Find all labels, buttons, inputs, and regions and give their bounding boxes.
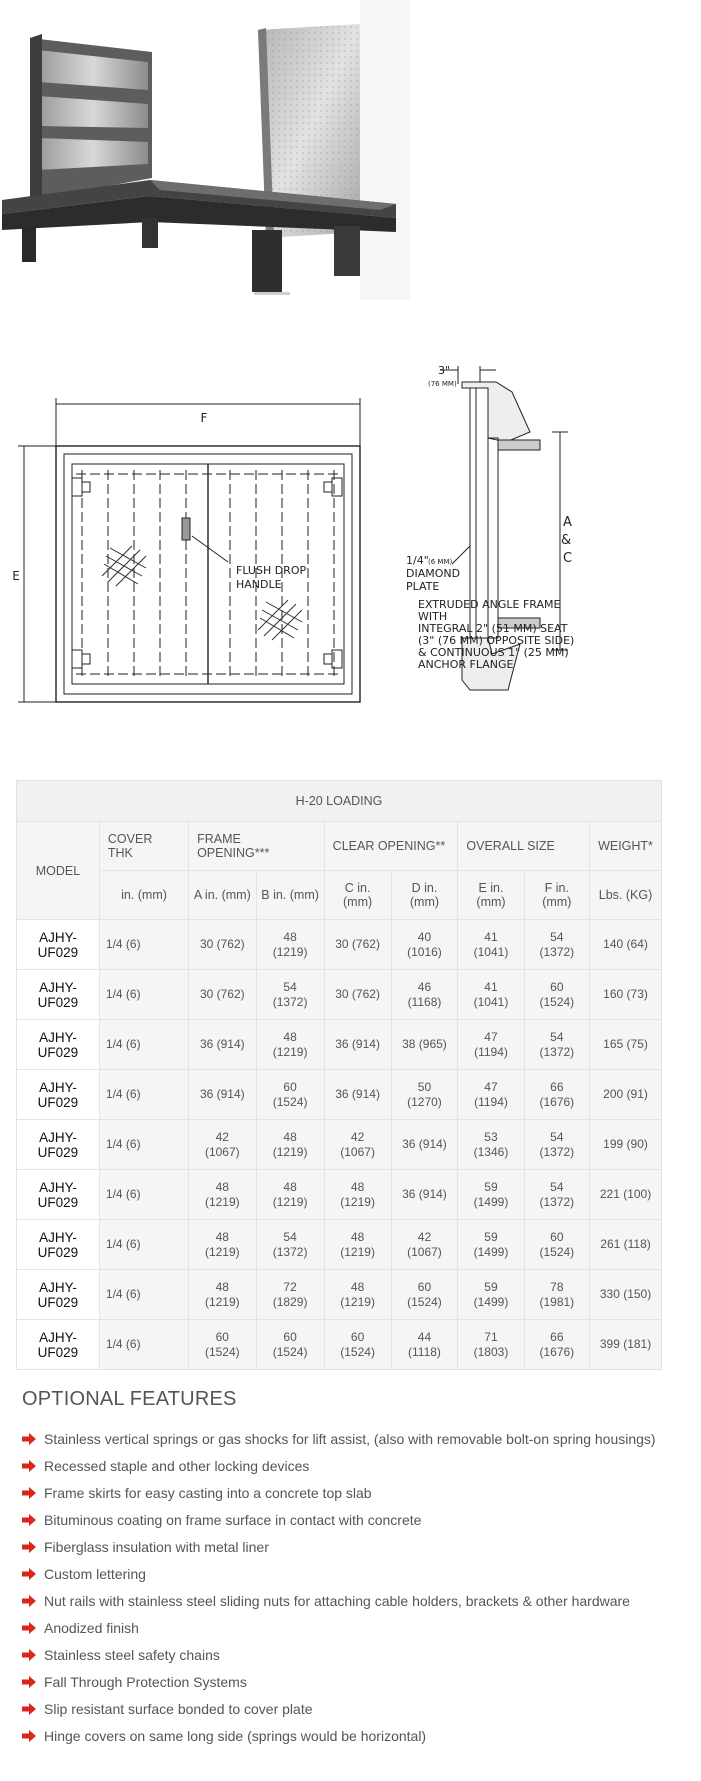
cell-a-line: (1219) — [204, 1244, 240, 1259]
cell-d — [391, 1220, 458, 1270]
cell-f — [524, 1270, 589, 1320]
cell-f-line: (1524) — [539, 1244, 575, 1259]
cell-c-line: (1219) — [340, 1294, 375, 1309]
cell-b — [256, 1270, 324, 1320]
cell-b — [256, 1320, 324, 1370]
feature-item — [22, 1695, 692, 1722]
cell-c — [324, 920, 391, 970]
model-cell: AJHY-UF029 — [17, 970, 100, 1020]
cell-e-line: 47 — [484, 1029, 498, 1044]
cell-b-line: 60 — [283, 1329, 297, 1344]
feature-text: Anodized finish — [44, 1619, 139, 1636]
cell-d-line: 44 — [417, 1329, 432, 1344]
cell-e — [458, 1170, 524, 1220]
svg-text:PLATE: PLATE — [406, 580, 440, 593]
header-model: MODEL — [17, 822, 100, 920]
table-row — [17, 1320, 662, 1370]
cell-a — [189, 1320, 256, 1370]
dim-ac-label: A — [563, 515, 572, 530]
model-cell: AJHY-UF029 — [17, 1320, 100, 1370]
cell-f-line: (1372) — [539, 1194, 575, 1209]
cell-a — [189, 1020, 256, 1070]
cell-e-line: 47 — [484, 1079, 498, 1094]
cell-c-line: 48 — [350, 1229, 365, 1244]
red-arrow-icon — [22, 1433, 36, 1445]
cell-c-line: 30 (762) — [335, 987, 380, 1001]
model-cell: AJHY-UF029 — [17, 1070, 100, 1120]
weight-cell: 330 (150) — [590, 1270, 662, 1320]
cell-a-line: 48 — [215, 1229, 229, 1244]
cover-cell: 1/4 (6) — [99, 1170, 188, 1220]
cell-f-line: 54 — [550, 929, 564, 944]
cell-b-line: (1524) — [272, 1344, 308, 1359]
subheader-f: F in. (mm) — [524, 871, 589, 920]
feature-text: Hinge covers on same long side (springs would be horizontal) — [44, 1727, 427, 1744]
cell-c-line: 36 (914) — [335, 1087, 380, 1101]
cell-b — [256, 920, 324, 970]
red-arrow-icon — [22, 1676, 36, 1688]
cell-a-line: 48 — [215, 1179, 229, 1194]
cell-e-line: 41 — [484, 929, 498, 944]
feature-text: Frame skirts for easy casting into a concrete top slab — [44, 1484, 372, 1501]
technical-drawing — [0, 350, 701, 770]
model-cell: AJHY-UF029 — [17, 1220, 100, 1270]
cell-f-line: (1981) — [539, 1294, 575, 1309]
plate-label: 1/4" — [406, 554, 429, 567]
table-row — [17, 1270, 662, 1320]
cell-a — [189, 1070, 256, 1120]
subheader-weight: Lbs. (KG) — [590, 871, 662, 920]
cell-e — [458, 1220, 524, 1270]
cell-e-line: (1499) — [473, 1194, 509, 1209]
cell-e-line: (1499) — [473, 1244, 509, 1259]
cell-a — [189, 1120, 256, 1170]
svg-text:HANDLE: HANDLE — [236, 578, 282, 591]
cell-d-line: 36 (914) — [402, 1187, 447, 1201]
cell-b-line: (1219) — [272, 1144, 308, 1159]
cell-c — [324, 1070, 391, 1120]
cell-b-line: 54 — [283, 1229, 297, 1244]
feature-text: Custom lettering — [44, 1565, 146, 1582]
cell-b-line: (1219) — [272, 1194, 308, 1209]
cell-a-line: (1219) — [204, 1294, 240, 1309]
cell-d-line: 38 (965) — [402, 1037, 447, 1051]
cell-c-line: (1219) — [340, 1194, 375, 1209]
header-clear-opening: CLEAR OPENING** — [324, 822, 458, 871]
cell-b-line: 48 — [283, 1179, 297, 1194]
cell-e — [458, 1320, 524, 1370]
cell-d — [391, 920, 458, 970]
cell-f-line: (1524) — [539, 994, 575, 1009]
cell-f-line: 66 — [550, 1079, 564, 1094]
features-title: OPTIONAL FEATURES — [22, 1388, 237, 1410]
frame-note-line: (3" (76 MM) OPPOSITE SIDE) — [418, 634, 575, 647]
cover-cell: 1/4 (6) — [99, 970, 188, 1020]
model-cell: AJHY-UF029 — [17, 1170, 100, 1220]
cell-e — [458, 920, 524, 970]
red-arrow-icon — [22, 1460, 36, 1472]
feature-list — [22, 1425, 692, 1749]
cell-a-line: (1524) — [204, 1344, 240, 1359]
subheader-e: E in. (mm) — [458, 871, 524, 920]
table-row — [17, 1170, 662, 1220]
cover-cell: 1/4 (6) — [99, 1070, 188, 1120]
cell-c-line: 48 — [350, 1279, 365, 1294]
cell-d-line: (1016) — [407, 944, 442, 959]
cell-e-line: 71 — [484, 1329, 498, 1344]
cell-b-line: 72 — [283, 1279, 297, 1294]
cell-c-line: 48 — [350, 1179, 365, 1194]
cell-b-line: (1524) — [272, 1094, 308, 1109]
table-row — [17, 970, 662, 1020]
cell-b — [256, 1120, 324, 1170]
cell-e-line: (1803) — [473, 1344, 509, 1359]
frame-note — [418, 598, 574, 671]
cell-d — [391, 1170, 458, 1220]
cell-d-line: 46 — [417, 979, 432, 994]
cell-c-line: (1524) — [340, 1344, 375, 1359]
cell-f-line: (1676) — [539, 1094, 575, 1109]
subheader-c: C in. (mm) — [324, 871, 391, 920]
cell-d — [391, 1020, 458, 1070]
cell-e-line: 41 — [484, 979, 498, 994]
svg-text:DIAMOND: DIAMOND — [406, 567, 461, 580]
optional-features — [22, 1388, 692, 1749]
cell-f-line: 78 — [550, 1279, 564, 1294]
weight-cell: 140 (64) — [590, 920, 662, 970]
feature-item — [22, 1452, 692, 1479]
subheader-cover: in. (mm) — [99, 871, 188, 920]
cell-a-line: 48 — [215, 1279, 229, 1294]
feature-text: Fiberglass insulation with metal liner — [44, 1538, 269, 1555]
cell-c — [324, 1220, 391, 1270]
cell-c-line: 36 (914) — [335, 1037, 380, 1051]
cell-d-line: 50 — [417, 1079, 432, 1094]
header-weight: WEIGHT* — [590, 822, 662, 871]
weight-cell: 200 (91) — [590, 1070, 662, 1120]
cell-e-line: (1041) — [473, 994, 509, 1009]
feature-item — [22, 1722, 692, 1749]
frame-note-line: & CONTINUOUS 1" (25 MM) — [418, 646, 569, 659]
feature-item — [22, 1614, 692, 1641]
feature-text: Stainless steel safety chains — [44, 1646, 220, 1663]
cell-c — [324, 1170, 391, 1220]
subheader-d: D in. (mm) — [391, 871, 458, 920]
red-arrow-icon — [22, 1730, 36, 1742]
cell-c-line: (1067) — [340, 1144, 375, 1159]
header-overall-size: OVERALL SIZE — [458, 822, 590, 871]
cell-f — [524, 1020, 589, 1070]
cell-e — [458, 1270, 524, 1320]
frame-note-line: INTEGRAL 2" (51 MM) SEAT — [418, 622, 568, 635]
table-row — [17, 1220, 662, 1270]
cell-a — [189, 1170, 256, 1220]
cell-d-line: (1118) — [408, 1344, 441, 1359]
subheader-a: A in. (mm) — [189, 871, 256, 920]
cell-a-line: 36 (914) — [199, 1037, 245, 1051]
cell-e-line: (1194) — [474, 1094, 508, 1109]
frame-note-line: ANCHOR FLANGE — [418, 658, 514, 671]
cell-c — [324, 1270, 391, 1320]
cell-b — [256, 1020, 324, 1070]
cell-e-line: 59 — [484, 1179, 498, 1194]
cell-f — [524, 1170, 589, 1220]
cell-c-line: 30 (762) — [335, 937, 380, 951]
cell-f-line: 60 — [550, 1229, 564, 1244]
cell-a-line: 30 (762) — [199, 987, 245, 1001]
cell-f-line: 54 — [550, 1029, 564, 1044]
cover-cell: 1/4 (6) — [99, 1270, 188, 1320]
cell-b-line: (1219) — [272, 944, 308, 959]
cover-cell: 1/4 (6) — [99, 1220, 188, 1270]
cell-f — [524, 1320, 589, 1370]
feature-item — [22, 1506, 692, 1533]
cell-d-line: 40 — [417, 929, 432, 944]
cell-b-line: 48 — [283, 929, 297, 944]
cell-a-line: 36 (914) — [199, 1087, 245, 1101]
cell-b-line: 60 — [283, 1079, 297, 1094]
cell-f-line: 66 — [550, 1329, 564, 1344]
cell-f — [524, 920, 589, 970]
cell-e-line: 53 — [484, 1129, 498, 1144]
cell-d-line: 36 (914) — [402, 1137, 447, 1151]
cell-e-line: (1346) — [473, 1144, 509, 1159]
cell-a — [189, 1220, 256, 1270]
table-row — [17, 1120, 662, 1170]
h20-loading-table — [16, 780, 662, 1370]
cell-a — [189, 920, 256, 970]
red-arrow-icon — [22, 1514, 36, 1526]
flush-drop-handle — [182, 518, 190, 540]
dim-top-label: 3" — [438, 364, 451, 377]
table-row — [17, 920, 662, 970]
feature-item — [22, 1668, 692, 1695]
cell-a-line: (1067) — [204, 1144, 240, 1159]
red-arrow-icon — [22, 1622, 36, 1634]
feature-text: Slip resistant surface bonded to cover plate — [44, 1700, 313, 1717]
svg-text:&: & — [561, 533, 572, 548]
cell-e-line: 59 — [484, 1279, 498, 1294]
cell-d-line: (1067) — [407, 1244, 442, 1259]
cell-f — [524, 1120, 589, 1170]
cell-d-line: 60 — [417, 1279, 432, 1294]
cell-c-line: (1219) — [340, 1244, 375, 1259]
cell-e-line: (1041) — [473, 944, 509, 959]
product-photo — [0, 0, 410, 300]
model-cell: AJHY-UF029 — [17, 1120, 100, 1170]
feature-text: Bituminous coating on frame surface in contact with concrete — [44, 1511, 422, 1528]
cell-c-line: 42 — [350, 1129, 365, 1144]
red-arrow-icon — [22, 1703, 36, 1715]
cell-f — [524, 970, 589, 1020]
cell-f — [524, 1070, 589, 1120]
cell-d-line: 42 — [417, 1229, 432, 1244]
cell-c-line: 60 — [350, 1329, 365, 1344]
frame-note-line: EXTRUDED ANGLE FRAME — [418, 598, 561, 611]
red-arrow-icon — [22, 1595, 36, 1607]
cell-b-line: (1219) — [272, 1044, 308, 1059]
cell-b-line: (1372) — [272, 1244, 308, 1259]
cell-e — [458, 1120, 524, 1170]
cell-b — [256, 1170, 324, 1220]
svg-text:C: C — [563, 551, 573, 566]
cell-b-line: (1372) — [272, 994, 308, 1009]
frame-note-line: WITH — [418, 610, 448, 623]
table-body — [17, 920, 662, 1370]
cell-e — [458, 1070, 524, 1120]
model-cell: AJHY-UF029 — [17, 1020, 100, 1070]
cover-cell: 1/4 (6) — [99, 920, 188, 970]
cell-a-line: 30 (762) — [199, 937, 245, 951]
cell-d-line: (1270) — [407, 1094, 442, 1109]
cell-a-line: 60 — [215, 1329, 229, 1344]
cell-f-line: 54 — [550, 1179, 564, 1194]
cell-d — [391, 970, 458, 1020]
weight-cell: 199 (90) — [590, 1120, 662, 1170]
cell-f-line: (1372) — [539, 1044, 575, 1059]
feature-item — [22, 1425, 692, 1452]
feature-item — [22, 1641, 692, 1668]
cell-d-line: (1524) — [407, 1294, 442, 1309]
svg-text:(76 MM): (76 MM) — [428, 380, 457, 388]
cell-e — [458, 1020, 524, 1070]
cover-cell: 1/4 (6) — [99, 1320, 188, 1370]
cell-c — [324, 1120, 391, 1170]
cover-cell: 1/4 (6) — [99, 1020, 188, 1070]
cell-a — [189, 970, 256, 1020]
cell-f-line: 54 — [550, 1129, 564, 1144]
feature-item — [22, 1560, 692, 1587]
feature-text: Fall Through Protection Systems — [44, 1673, 247, 1690]
weight-cell: 221 (100) — [590, 1170, 662, 1220]
red-arrow-icon — [22, 1649, 36, 1661]
cover-cell: 1/4 (6) — [99, 1120, 188, 1170]
red-arrow-icon — [22, 1487, 36, 1499]
header-frame-opening: FRAME OPENING*** — [189, 822, 325, 871]
table-caption: H-20 LOADING — [17, 781, 662, 822]
cell-e — [458, 970, 524, 1020]
feature-item — [22, 1587, 692, 1614]
cell-f-line: (1372) — [539, 944, 575, 959]
model-cell: AJHY-UF029 — [17, 920, 100, 970]
model-cell: AJHY-UF029 — [17, 1270, 100, 1320]
header-cover: COVER THK — [99, 822, 188, 871]
red-arrow-icon — [22, 1568, 36, 1580]
cell-f-line: (1676) — [539, 1344, 575, 1359]
subheader-b: B in. (mm) — [256, 871, 324, 920]
weight-cell: 261 (118) — [590, 1220, 662, 1270]
cell-c — [324, 1020, 391, 1070]
svg-text:(6 MM): (6 MM) — [428, 558, 453, 566]
feature-item — [22, 1533, 692, 1560]
cell-c — [324, 970, 391, 1020]
weight-cell: 165 (75) — [590, 1020, 662, 1070]
cell-a — [189, 1270, 256, 1320]
cell-e-line: 59 — [484, 1229, 498, 1244]
feature-text: Stainless vertical springs or gas shocks for lift assist, (also with removable bolt-on spring housings) — [44, 1430, 656, 1447]
cell-c — [324, 1320, 391, 1370]
cell-d — [391, 1270, 458, 1320]
cell-a-line: (1219) — [204, 1194, 240, 1209]
cell-e-line: (1194) — [474, 1044, 508, 1059]
feature-text: Recessed staple and other locking devices — [44, 1457, 310, 1474]
cell-d — [391, 1070, 458, 1120]
cell-d — [391, 1120, 458, 1170]
dim-f-label: F — [200, 411, 208, 425]
table-row — [17, 1020, 662, 1070]
cell-b-line: 48 — [283, 1129, 297, 1144]
feature-item — [22, 1479, 692, 1506]
cell-f-line: (1372) — [539, 1144, 575, 1159]
cell-b — [256, 970, 324, 1020]
cell-f-line: 60 — [550, 979, 564, 994]
cell-e-line: (1499) — [473, 1294, 509, 1309]
weight-cell: 399 (181) — [590, 1320, 662, 1370]
feature-text: Nut rails with stainless steel sliding nuts for attaching cable holders, brackets & other hardware — [44, 1592, 630, 1609]
cell-b-line: 54 — [283, 979, 297, 994]
table-row — [17, 1070, 662, 1120]
cell-b-line: 48 — [283, 1029, 297, 1044]
handle-label: FLUSH DROP — [236, 564, 307, 577]
cell-d — [391, 1320, 458, 1370]
cell-b — [256, 1220, 324, 1270]
cell-d-line: (1168) — [407, 994, 442, 1009]
weight-cell: 160 (73) — [590, 970, 662, 1020]
cell-b-line: (1829) — [272, 1294, 308, 1309]
dim-e-label: E — [12, 569, 20, 583]
cell-b — [256, 1070, 324, 1120]
cell-a-line: 42 — [215, 1129, 229, 1144]
cell-f — [524, 1220, 589, 1270]
red-arrow-icon — [22, 1541, 36, 1553]
